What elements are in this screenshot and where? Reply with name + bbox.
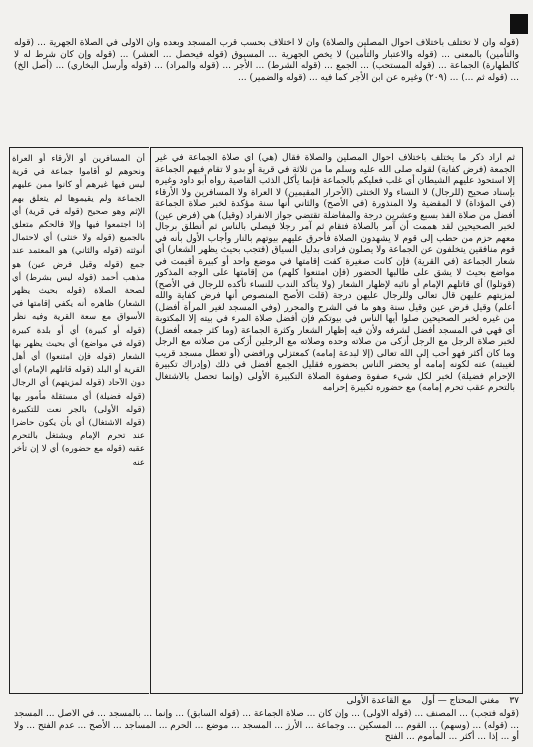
footer-note: مع القاعدة الأولى [346, 696, 412, 706]
corner-registration-mark [510, 14, 528, 34]
side-commentary-body: أن المسافرين أو الأرقاء أو العراة ونحوهم لو أقاموا جماعة في قرية ليس فيها غيرهم أو كانوا ممن عليهم الجماعة ولم يقيموها لم يتعلق بهم الإثم وهو صحيح (قوله في قرية) أي إذا اجتمعوا فيها وإلا فالحكم متعلق بالجميع (قوله ولا خنثى) أي لاحتمال أنوثته (قوله والثاني) هو المعتمد عند جمع (قوله وقيل فرض عين) هو مذهب أحمد (قوله ليس بشرط) أي لصحة الصلاة (قوله بحيث يظهر الشعار) ظاهره أنه يكفي إقامتها في الأسواق مع سعة القرية وفيه نظر (قوله أو كبيرة) أي أو بلدة كبيرة (قوله في مواضع) أي بحيث يظهر بها الشعار (قوله فإن امتنعوا) أي أهل القرية أو البلد (قوله قاتلهم الإمام) أي دون الآحاد (قوله لمزيتهم) أي الرجال (قوله فضيلة) أي مستقلة مأمور بها (قوله الأولى) بالجر نعت للتكبيرة (قوله الاشتغال) أي بأن يكون حاضرا عند تحرم الإمام ويشتغل بالتحرم عقبه (قوله مع حضوره) أي لا إن تأخر عنه [12, 154, 145, 468]
page-number: ٣٧ [509, 696, 519, 706]
page-footer [14, 694, 519, 708]
main-text-body: ثم أراد ذكر ما يختلف باختلاف أحوال المصلين والصلاة فقال (هي) أي صلاة الجماعة في غير الجمعة (فرض كفاية) لقوله صلى الله عليه وسلم ما من ثلاثة في قرية أو بدو لا تقام فيهم الجماعة إلا استحوذ عليهم الشيطان أي غلب فعليكم بالجماعة فإنما يأكل الذئب القاصية رواه أبو داود وغيره بإسناد صحيح (للرجال) لا النساء ولا الخنثى (الأحرار المقيمين) لا العراة ولا المسافرين ولا الأرقاء (في المؤداة) لا المقضية ولا المنذورة (في الأصح) والثاني أنها سنة مؤكدة لخبر صلاة الجماعة أفضل من صلاة الفذ بسبع وعشرين درجة والمفاضلة تقتضي جواز الانفراد (وقيل) هي (فرض عين) لخبر الصحيحين لقد هممت أن آمر بالصلاة فتقام ثم آمر رجلا فيصلي بالناس ثم أنطلق برجال معهم حزم من حطب إلى قوم لا يشهدون الصلاة فأحرق عليهم بيوتهم بالنار وأجاب الأول بأنه في قوم منافقين يتخلفون عن الجماعة ولا يصلون فرادى بدليل السياق (فتجب بحيث يظهر الشعار) أي شعار الجماعة (في القرية) فإن كانت صغيرة كفت إقامتها في موضع واحد أو كبيرة أقيمت في مواضع بحيث لا يشق على طالبها الحضور (فإن امتنعوا كلهم) من إقامتها على الوجه المذكور (قوتلوا) أي قاتلهم الإمام أو نائبه لإظهار الشعار (ولا يتأكد الندب للنساء تأكده للرجال في الأصح) لمزيتهم عليهن قال تعالى وللرجال عليهن درجة (قلت الأصح المنصوص أنها فرض كفاية والله أعلم) وقيل فرض عين وقيل سنة وهو ما في الشرح والمحرر (وفي المسجد لغير المرأة أفضل) من غيره لخبر الصحيحين صلوا أيها الناس في بيوتكم فإن أفضل صلاة المرء في بيته إلا المكتوبة أي فهي في المسجد أفضل لشرفه ولأن فيه إظهار الشعار وكثرة الجماعة (وما كثر جمعه أفضل) لخبر صلاة الرجل مع الرجل أزكى من صلاته وحده وصلاته مع الرجلين أزكى من صلاته مع الرجل وما كان أكثر فهو أحب إلى الله تعالى (إلا لبدعة إمامه) كمعتزلي ورافضي (أو تعطل مسجد قريب لغيبته) عنه لكونه إمامه أو يحضر الناس بحضوره فقليل الجمع أفضل في ذلك (وإدراك تكبيرة الإحرام فضيلة) لخبر لكل شيء صفوة وصفوة الصلاة التكبيرة الأولى (وإنما تحصل بالاشتغال بالتحرم عقب تحرم إمامه) مع حضوره تكبيرة إحرامه [155, 153, 515, 393]
upper-margin-commentary: (قوله وأن لا تختلف باختلاف أحوال المصلين والصلاة) وأن لا اختلاف بحسب قرب المسجد وبعده وأن الأولى في الصلاة الجهرية ... (قوله والتأمين) بالمعنى ... (قوله والاعتبار والتأمين) لا يخص الجهرية ... المسبوق (قوله فيحصل ... العشر) ... (قوله وإن كان شرط له لا كالطهارة) الجماعة ... (قوله المستحب) ... الجمع ... (قوله الشرط) ... الأجر ... (قوله والمراد) ... (قوله وأرسل البخاري) ... (أصل الخ) ... (قوله ثم ...) ... (٢٠٩) وغيره عن ابن الأجر كما فيه ... (قوله والضمير) ... [14, 38, 519, 83]
lower-margin-commentary: (قوله فتجب) ... المصنف ... (قوله الأولى) ... وإن كان ... صلاة الجماعة ... (قوله السابق) ... وإنما ... بالمسجد ... في الأصل ... المسجد ... (قوله) ... (وسهم) ... القوم ... المسكين ... وجماعة ... الأرز ... المسجد ... موضع ... الحرم ... المساجد ... الأصح ... عدم الفتح ... ولا أو ... إذا ... أكثر ... المأموم ... الفتح [14, 709, 519, 742]
running-head: مغني المحتاج — أول [421, 696, 500, 706]
